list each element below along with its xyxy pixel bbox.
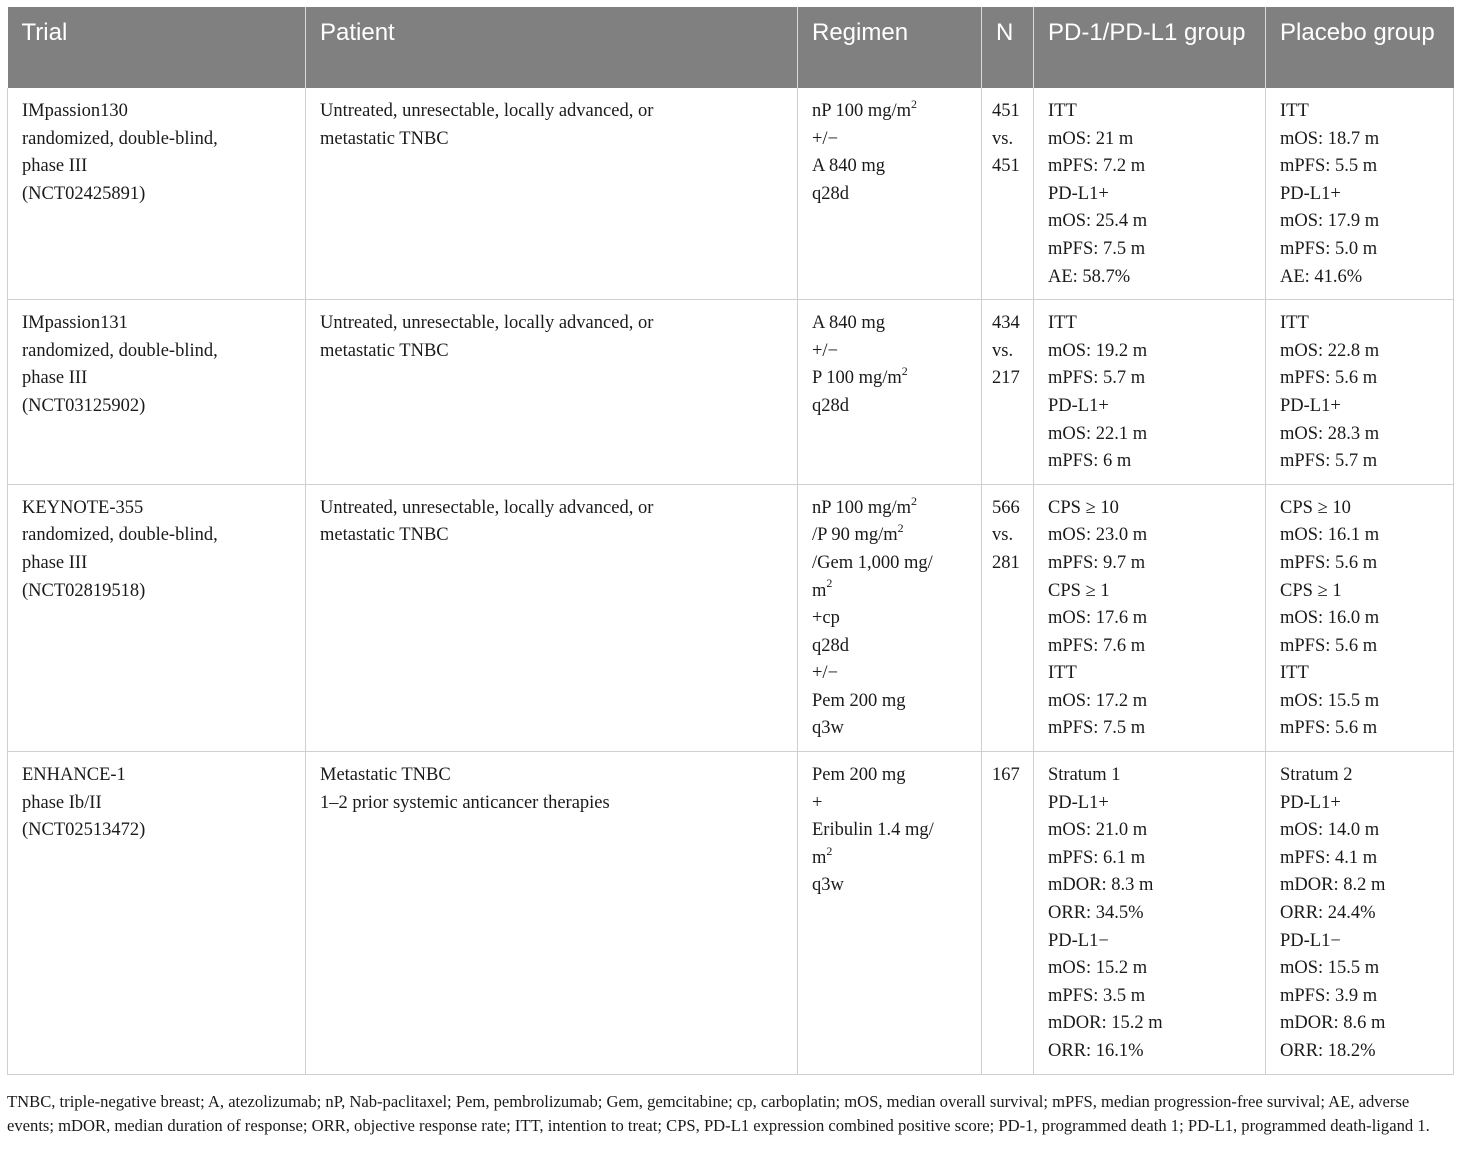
trial-cell [8,300,306,485]
cell-line: 281 [992,552,1020,573]
cell-line [812,762,973,790]
cell-line [812,688,973,716]
cell-line: mPFS: 3.5 m [1048,985,1146,1006]
cell-line [812,845,973,873]
cell-line: IMpassion130 [22,101,128,121]
cell-line: ORR: 18.2% [1280,1041,1376,1061]
cell-line: ITT [1280,663,1309,684]
cell-line: (NCT02819518) [22,580,146,601]
cell-line: PD-L1− [1048,930,1109,951]
regimen-text: A 840 mg [812,156,885,177]
patient-cell [306,300,798,485]
cell-line: mOS: 28.3 m [1280,423,1380,444]
cell-line: mPFS: 9.7 m [1048,552,1146,573]
regimen-text: m [812,847,827,868]
cell-line: mDOR: 8.3 m [1048,875,1154,896]
cell-line: mPFS: 4.1 m [1280,847,1378,868]
trial-cell [8,88,306,300]
cell-line: IMpassion131 [22,313,128,334]
regimen-text: Pem 200 mg [812,765,906,786]
cell-line [812,153,973,181]
cell-line: mPFS: 5.7 m [1048,368,1146,389]
cell-line [812,715,973,743]
cell-line: 1–2 prior systemic anticancer therapies [320,792,610,813]
table-header-row [8,7,1454,88]
cell-line: mPFS: 6 m [1048,451,1132,472]
cell-line [812,550,973,578]
cell-line: phase III [22,552,88,573]
header-trial: Trial [8,7,306,88]
cell-line: mOS: 16.0 m [1280,608,1380,629]
pd1-group-cell [1034,88,1266,300]
cell-line [812,790,973,818]
header-placebo-group: Placebo group [1266,7,1454,88]
cell-line: ITT [1280,313,1309,334]
cell-line: AE: 58.7% [1048,266,1131,287]
cell-line: 566 [992,497,1020,518]
cell-line: mOS: 17.2 m [1048,690,1148,711]
cell-line: mDOR: 8.6 m [1280,1013,1386,1034]
cell-line: mPFS: 5.6 m [1280,552,1378,573]
n-cell [982,752,1034,1075]
cell-line: mDOR: 8.2 m [1280,875,1386,896]
cell-line: PD-L1+ [1048,792,1109,813]
cell-line [812,605,973,633]
cell-line: mOS: 15.5 m [1280,690,1380,711]
cell-line: ORR: 34.5% [1048,903,1144,924]
cell-line: 167 [992,765,1020,786]
regimen-text: +/− [812,663,839,684]
regimen-text: /P 90 mg/m [812,525,898,546]
cell-line: (NCT03125902) [22,395,146,416]
cell-line [812,365,973,393]
header-regimen: Regimen [798,7,982,88]
cell-line: mPFS: 7.6 m [1048,635,1146,656]
cell-line: metastatic TNBC [320,525,449,546]
trial-cell [8,484,306,751]
table-row [8,88,1454,300]
cell-line: mPFS: 5.5 m [1280,156,1378,177]
cell-line: mPFS: 5.6 m [1280,718,1378,739]
n-cell [982,300,1034,485]
regimen-text: +/− [812,128,839,149]
regimen-text: +/− [812,340,839,361]
regimen-superscript: 2 [901,364,908,379]
regimen-text: + [812,792,823,813]
cell-line: metastatic TNBC [320,340,449,361]
cell-line: KEYNOTE-355 [22,497,144,518]
regimen-superscript: 2 [911,96,918,111]
cell-line: mOS: 18.7 m [1280,128,1380,149]
regimen-text: /Gem 1,000 mg/ [812,552,933,573]
cell-line [812,98,973,126]
cell-line: PD-L1+ [1048,395,1109,416]
cell-line: PD-L1+ [1280,183,1341,204]
cell-line: PD-L1+ [1280,792,1341,813]
cell-line: PD-L1+ [1280,395,1341,416]
pd1-group-cell [1034,484,1266,751]
footnote: TNBC, triple-negative breast; A, atezolizumab; nP, Nab-paclitaxel; Pem, pembrolizumab; Gem, gemcitabine; cp, carboplatin; mOS, median overall survival; mPFS, median progression-free survival; AE, adverse events; mDOR, median duration of response; ORR, objective response rate; ITT, intention to treat; CPS, PD-L1 expression combined positive score; PD-1, programmed death 1; PD-L1, programmed death-ligand 1. [7,1092,1430,1135]
placebo-group-cell [1266,88,1454,300]
cell-line: mOS: 22.8 m [1280,340,1380,361]
cell-line: CPS ≥ 10 [1280,497,1351,518]
regimen-text: q3w [812,718,844,739]
cell-line: vs. [992,128,1014,149]
cell-line [812,633,973,661]
header-patient: Patient [306,7,798,88]
patient-cell [306,88,798,300]
regimen-superscript: 2 [897,521,904,536]
table-row [8,752,1454,1075]
table-body [8,88,1454,1074]
cell-line [812,126,973,154]
cell-line: mOS: 15.2 m [1048,958,1148,979]
cell-line: mPFS: 5.6 m [1280,368,1378,389]
cell-line: mOS: 17.6 m [1048,608,1148,629]
cell-line: phase Ib/II [22,792,102,813]
cell-line: mOS: 19.2 m [1048,340,1148,361]
cell-line [812,338,973,366]
regimen-text: P 100 mg/m [812,368,902,389]
cell-line: mOS: 21 m [1048,128,1134,149]
placebo-group-cell [1266,484,1454,751]
regimen-text: q3w [812,875,844,896]
cell-line: ITT [1280,101,1309,121]
patient-cell [306,484,798,751]
trials-table [7,7,1454,1075]
cell-line: Stratum 1 [1048,765,1121,786]
cell-line: mPFS: 5.6 m [1280,635,1378,656]
regimen-text: +cp [812,608,840,629]
cell-line: ITT [1048,101,1077,121]
cell-line [812,181,973,209]
header-pd1-group: PD-1/PD-L1 group [1034,7,1266,88]
cell-line: (NCT02513472) [22,820,146,841]
cell-line: mPFS: 3.9 m [1280,985,1378,1006]
regimen-cell [798,752,982,1075]
regimen-cell [798,300,982,485]
cell-line: mPFS: 6.1 m [1048,847,1146,868]
cell-line [812,310,973,338]
regimen-text: Pem 200 mg [812,690,906,711]
regimen-superscript: 2 [826,843,833,858]
cell-line [812,522,973,550]
cell-line: mPFS: 7.5 m [1048,238,1146,259]
cell-line: Untreated, unresectable, locally advanced, or [320,101,654,121]
cell-line: Untreated, unresectable, locally advanced, or [320,313,654,334]
regimen-text: A 840 mg [812,313,885,334]
cell-line: CPS ≥ 1 [1280,580,1342,601]
cell-line: ORR: 16.1% [1048,1041,1144,1061]
table-row [8,484,1454,751]
regimen-text: q28d [812,395,849,416]
cell-line: 451 [992,156,1020,177]
cell-line: mDOR: 15.2 m [1048,1013,1163,1034]
regimen-text: q28d [812,183,849,204]
cell-line: 451 [992,101,1020,121]
cell-line: mOS: 25.4 m [1048,211,1148,232]
regimen-superscript: 2 [826,576,833,591]
table-row [8,300,1454,485]
cell-line: ITT [1048,313,1077,334]
cell-line [812,872,973,900]
cell-line: 434 [992,313,1020,334]
cell-line: mOS: 14.0 m [1280,820,1380,841]
cell-line: Stratum 2 [1280,765,1353,786]
cell-line: ORR: 24.4% [1280,903,1376,924]
cell-line: mOS: 22.1 m [1048,423,1148,444]
cell-line: vs. [992,340,1014,361]
cell-line: mPFS: 5.0 m [1280,238,1378,259]
n-cell [982,484,1034,751]
cell-line [812,660,973,688]
cell-line: mPFS: 5.7 m [1280,451,1378,472]
placebo-group-cell [1266,300,1454,485]
cell-line: phase III [22,368,88,389]
cell-line: randomized, double-blind, [22,340,218,361]
cell-line: (NCT02425891) [22,183,146,204]
cell-line: CPS ≥ 1 [1048,580,1110,601]
cell-line: PD-L1− [1280,930,1341,951]
cell-line: randomized, double-blind, [22,525,218,546]
cell-line [812,578,973,606]
cell-line: mOS: 15.5 m [1280,958,1380,979]
cell-line: mOS: 16.1 m [1280,525,1380,546]
regimen-text: nP 100 mg/m [812,101,912,121]
cell-line: mPFS: 7.2 m [1048,156,1146,177]
trials-table-container [7,7,1453,1075]
cell-line: mOS: 21.0 m [1048,820,1148,841]
placebo-group-cell [1266,752,1454,1075]
cell-line: mOS: 23.0 m [1048,525,1148,546]
regimen-text: q28d [812,635,849,656]
cell-line [812,495,973,523]
cell-line: randomized, double-blind, [22,128,218,149]
patient-cell [306,752,798,1075]
cell-line [812,393,973,421]
cell-line: vs. [992,525,1014,546]
cell-line: AE: 41.6% [1280,266,1363,287]
cell-line: metastatic TNBC [320,128,449,149]
cell-line: phase III [22,156,88,177]
header-n: N [982,7,1034,88]
regimen-cell [798,88,982,300]
regimen-text: m [812,580,827,601]
pd1-group-cell [1034,752,1266,1075]
cell-line: 217 [992,368,1020,389]
cell-line: Metastatic TNBC [320,765,451,786]
cell-line: Untreated, unresectable, locally advanced, or [320,497,654,518]
cell-line: mOS: 17.9 m [1280,211,1380,232]
regimen-text: nP 100 mg/m [812,497,912,518]
regimen-text: Eribulin 1.4 mg/ [812,820,934,841]
cell-line: ENHANCE-1 [22,765,126,786]
pd1-group-cell [1034,300,1266,485]
cell-line: PD-L1+ [1048,183,1109,204]
cell-line: ITT [1048,663,1077,684]
regimen-superscript: 2 [911,493,918,508]
cell-line: CPS ≥ 10 [1048,497,1119,518]
trial-cell [8,752,306,1075]
n-cell [982,88,1034,300]
cell-line: mPFS: 7.5 m [1048,718,1146,739]
regimen-cell [798,484,982,751]
cell-line [812,817,973,845]
